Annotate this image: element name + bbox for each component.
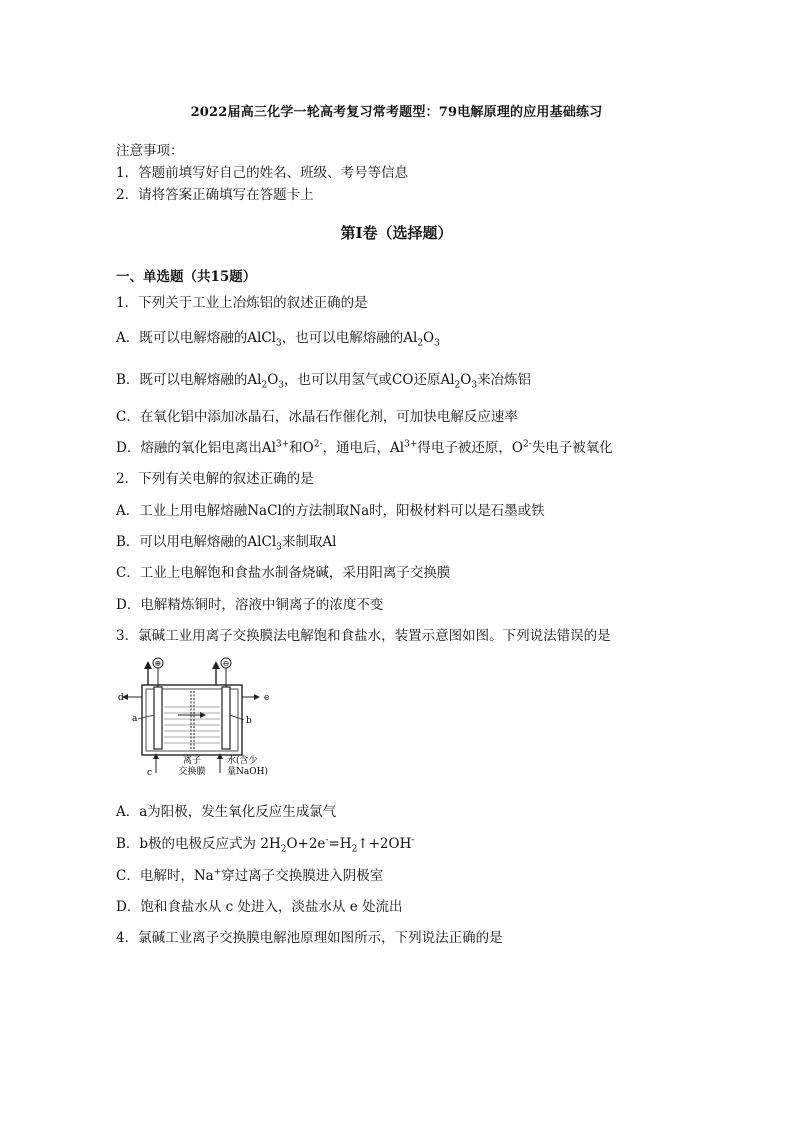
q1-stem: 1．下列关于工业上冶炼铝的叙述正确的是 xyxy=(116,295,368,311)
q2-option-c: C．工业上电解饱和食盐水制备烧碱，采用阳离子交换膜 xyxy=(116,565,451,581)
q2-option-d: D．电解精炼铜时，溶液中铜离子的浓度不变 xyxy=(116,597,384,613)
water-label-line1: 水(含少 xyxy=(227,756,258,766)
label-d: d xyxy=(118,693,124,703)
membrane-label-line1: 离子 xyxy=(182,756,202,766)
q1-option-b: B．既可以电解熔融的$Al_2O_3$，也可以用氢气或CO还原$Al_2O_3$来冶炼铝 xyxy=(116,372,532,391)
q2-stem: 2．下列有关电解的叙述正确的是 xyxy=(116,471,314,487)
electrolysis-cell-diagram xyxy=(116,657,276,779)
q3-option-c: C．电解时，Na+穿过离子交换膜进入阴极室 xyxy=(116,867,384,884)
q2-option-a: A．工业上用电解熔融NaCl的方法制取Na时，阳极材料可以是石墨或铁 xyxy=(116,503,545,519)
q3-option-a: A．a为阳极，发生氧化反应生成氯气 xyxy=(116,804,337,820)
label-c: c xyxy=(147,768,153,778)
page-title: 2022届高三化学一轮高考复习常考题型：79电解原理的应用基础练习 xyxy=(190,105,603,120)
notice-item-1: 1．答题前填写好自己的姓名、班级、考号等信息 xyxy=(116,165,409,181)
q3-stem: 3．氯碱工业用离子交换膜法电解饱和食盐水，装置示意图如图。下列说法错误的是 xyxy=(116,628,611,644)
notice-item-2: 2．请将答案正确填写在答题卡上 xyxy=(116,187,314,203)
label-b: b xyxy=(246,716,252,726)
cathode-terminal-symbol: ⊖ xyxy=(222,659,230,668)
q3-option-d: D．饱和食盐水从 c 处进入，淡盐水从 e 处流出 xyxy=(116,899,403,915)
anode-terminal-symbol: ⊕ xyxy=(154,659,162,668)
water-label-line2: 量NaOH) xyxy=(227,767,268,777)
label-e: e xyxy=(264,693,270,703)
q1-option-d: D．熔融的氧化铝电离出$Al^{3+}$和$O^{2-}$，通电后，$Al^{3+}$得电子被还原，$O^{2-}$失电子被氧化 xyxy=(116,439,613,456)
label-a: a xyxy=(132,714,138,724)
q2-option-b: B．可以用电解熔融的AlCl$_3$来制取Al xyxy=(116,534,337,553)
section-title: 第I卷（选择题） xyxy=(340,224,453,242)
q1-option-a: A．既可以电解熔融的AlCl$_3$，也可以电解熔融的$Al_2O_3$ xyxy=(116,330,440,349)
part-heading: 一、单选题（共15题） xyxy=(116,269,257,285)
q3-option-b: B．b极的电极反应式为 $2H_2O+2e^-=H_2↑+2OH^-$ xyxy=(116,835,415,855)
q4-stem: 4．氯碱工业离子交换膜电解池原理如图所示，下列说法正确的是 xyxy=(116,930,503,946)
notice-heading: 注意事项： xyxy=(116,143,184,159)
membrane-label-line2: 交换膜 xyxy=(178,767,206,777)
q1-option-c: C．在氧化铝中添加冰晶石，冰晶石作催化剂，可加快电解反应速率 xyxy=(116,409,518,425)
